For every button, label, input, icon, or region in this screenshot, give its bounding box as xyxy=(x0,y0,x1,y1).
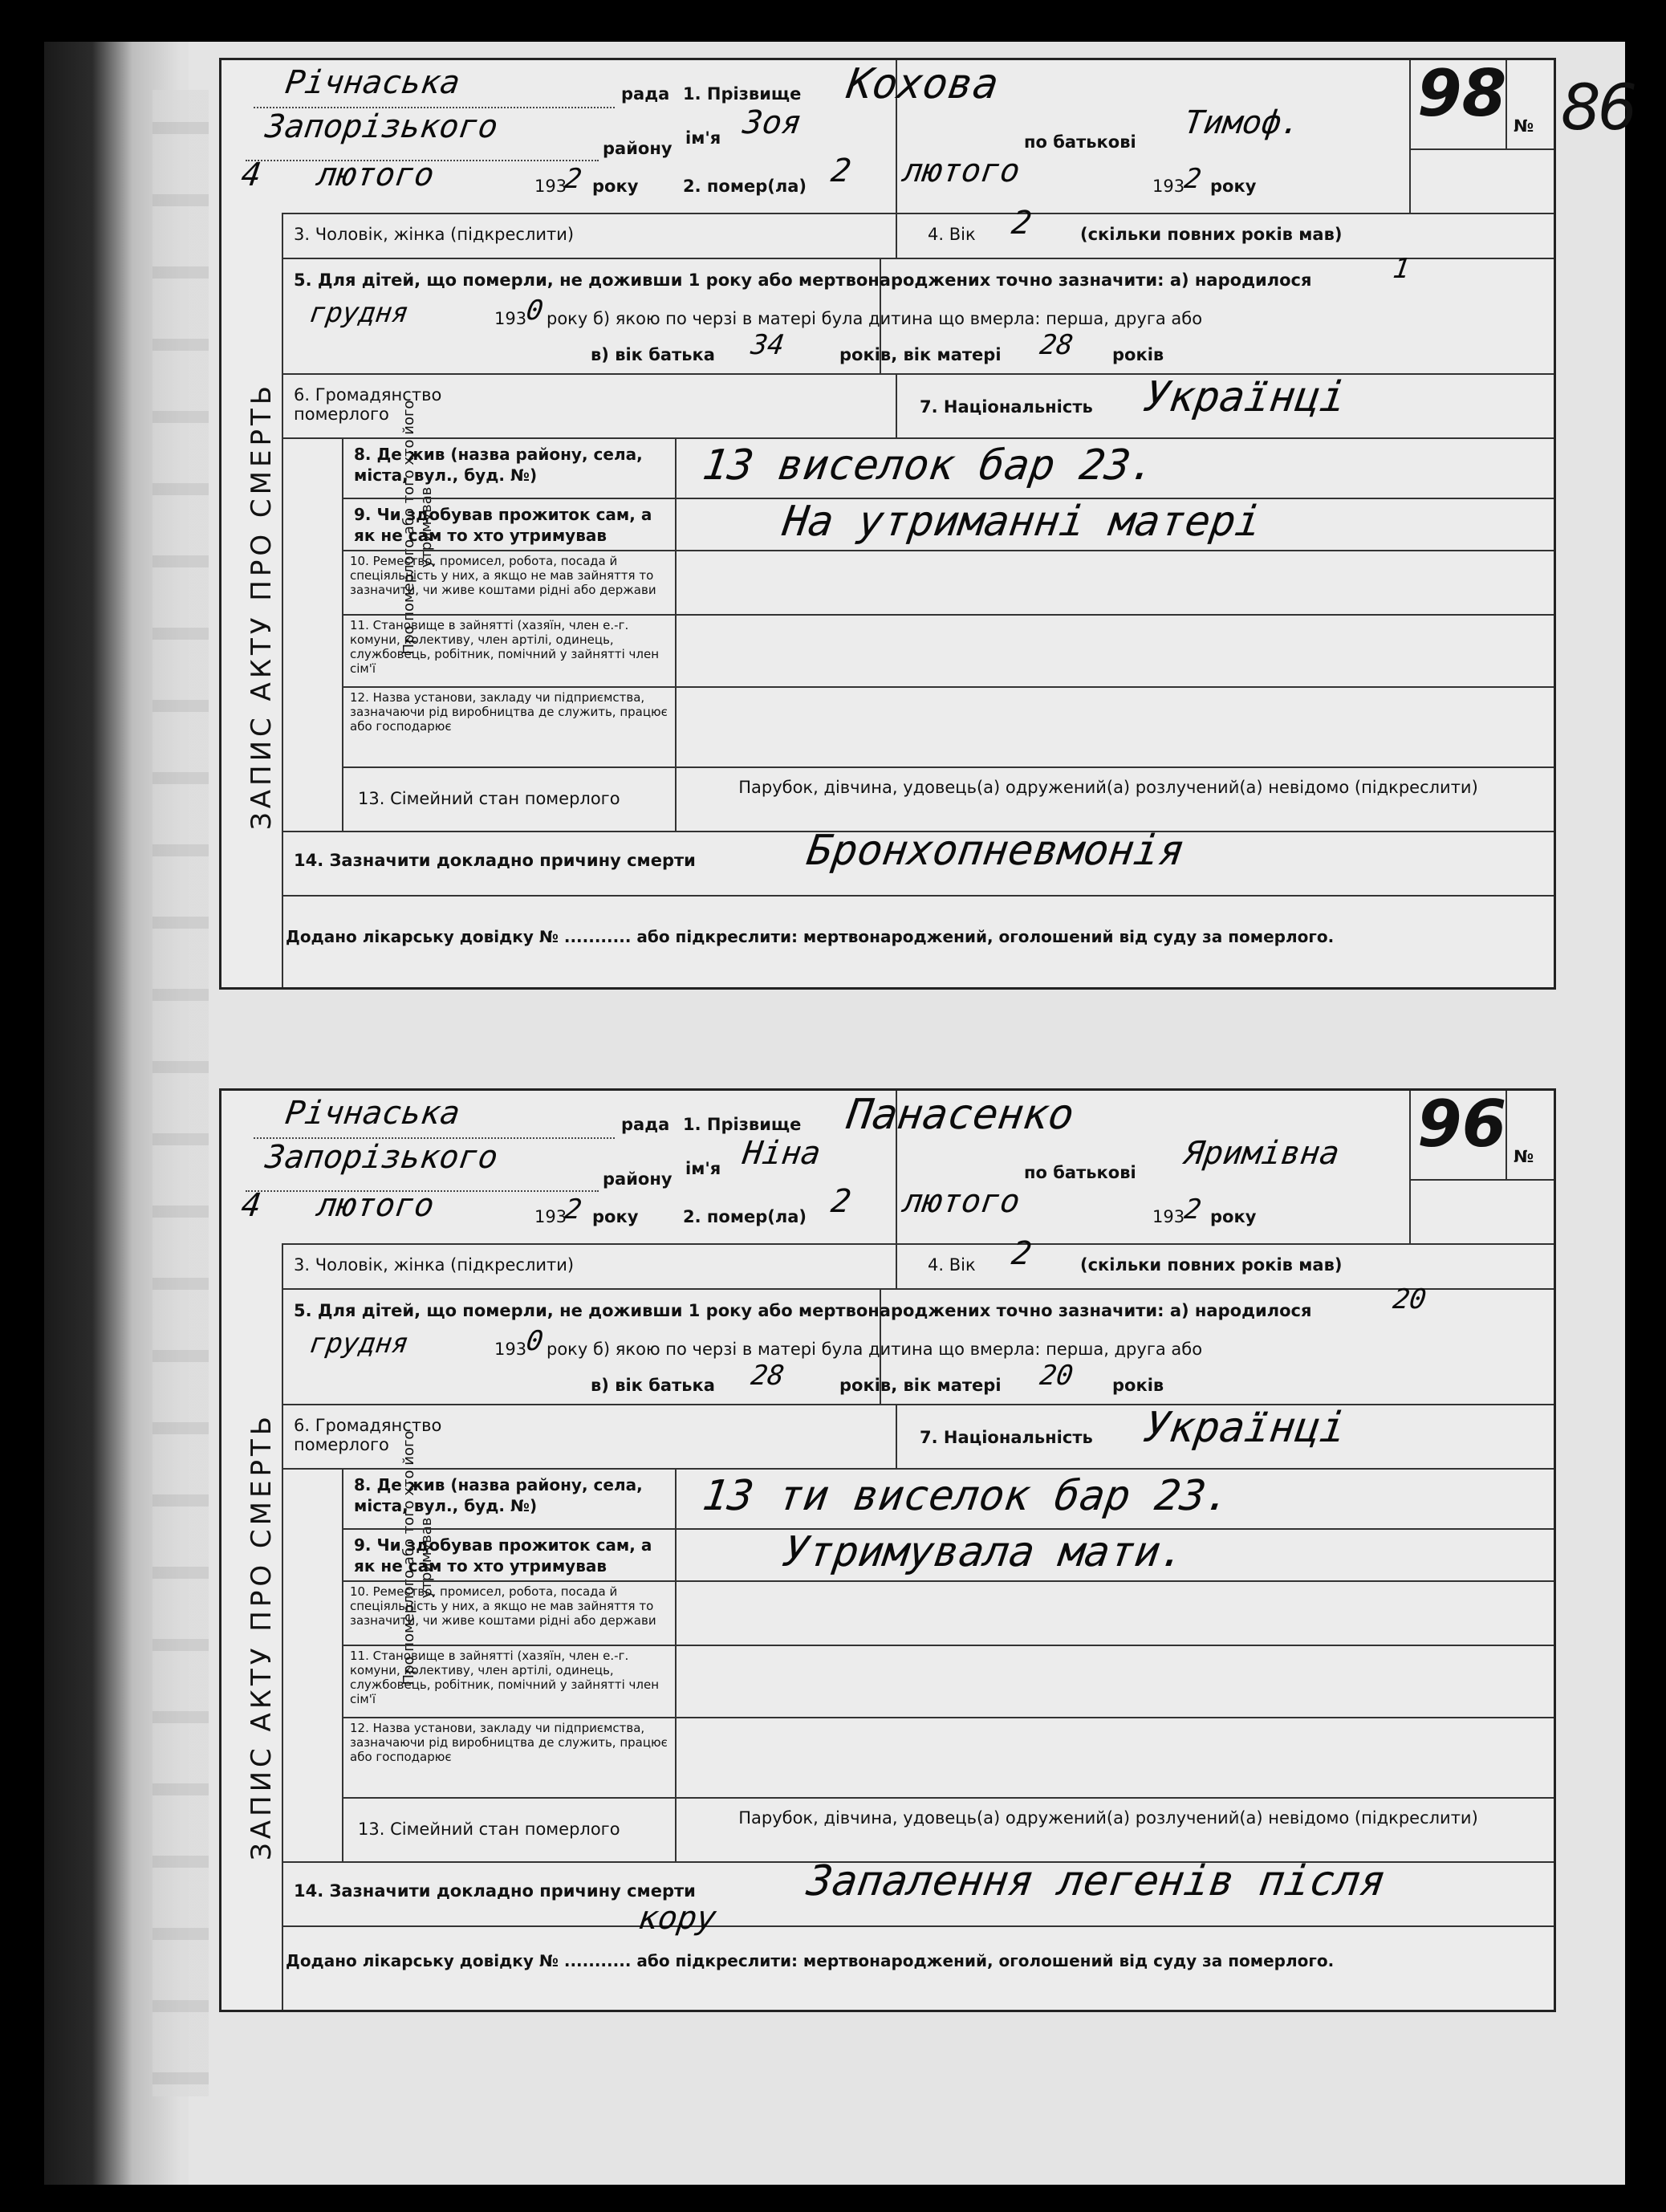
district-value: Запорізького xyxy=(262,1139,501,1176)
support-label: 9. Чи здобував прожиток сам, а як не сам то хто утримував xyxy=(354,505,652,545)
child-label: 5. Для дітей, що померли, не доживши 1 року або мертвонароджених точно зазначити: а) народилося xyxy=(294,270,1312,290)
child-order-label: року б) якою по черзі в матері була дитина що вмерла: перша, друга або xyxy=(547,1340,1203,1359)
birth-year-digit: 0 xyxy=(524,295,546,327)
side-title: ЗАПИС АКТУ ПРО СМЕРТЬ xyxy=(246,381,278,831)
reg-year-digit: 2 xyxy=(563,1193,584,1226)
question-10: 10. Ремество, промисел, робота, посада й спеціяльність у них, а якщо не мав зайняття то зазначити, чи живе коштами рідні або держави xyxy=(350,1584,656,1628)
question-12: 12. Назва установи, закладу чи підприємства, зазначаючи рід виробництва де служить, працює або господарює xyxy=(350,1721,668,1764)
record-number: 96 xyxy=(1417,1087,1507,1161)
support-value: На утриманні матері xyxy=(779,498,1265,546)
page-number: 86 xyxy=(1561,72,1635,144)
mother-age-label: років, вік матері xyxy=(839,345,1002,364)
nationality-label: 7. Національність xyxy=(920,1428,1093,1447)
birth-year-prefix: 193 xyxy=(494,309,527,328)
age-suffix: (скільки повних років мав) xyxy=(1080,1255,1343,1275)
age-label: 4. Вік xyxy=(928,225,976,244)
side-title-column xyxy=(221,1243,283,2010)
reg-year-prefix: 193 xyxy=(534,177,567,196)
nationality-label: 7. Національність xyxy=(920,397,1093,417)
death-record-form xyxy=(219,1088,1556,2012)
death-record-form xyxy=(219,58,1556,990)
council-label: рада xyxy=(621,84,670,104)
council-value: Річнаська xyxy=(282,1095,462,1132)
surname-value: Панасенко xyxy=(843,1091,1077,1139)
reg-year-prefix: 193 xyxy=(534,1207,567,1226)
record-footer: Додано лікарську довідку № ........... або підкреслити: мертвонароджений, оголошений від суду за померлого. xyxy=(286,1951,1335,1970)
age-label: 4. Вік xyxy=(928,1255,976,1275)
district-label: району xyxy=(603,139,672,158)
cause-value: Бронхопневмонія xyxy=(803,827,1188,875)
number-label: № xyxy=(1514,1147,1534,1166)
reg-year-label: року xyxy=(592,177,639,196)
torn-edge xyxy=(152,90,209,2096)
residence-label: 8. Де жив (назва району, села, міста, вул., буд. №) xyxy=(354,445,643,485)
death-year-digit: 2 xyxy=(1182,1193,1204,1226)
question-11: 11. Становище в зайнятті (хазяїн, член е.-г. комуни, колективу, член артілі, одинець, службовець, робітник, помічний у зайнятті член сім'ї xyxy=(350,1649,660,1706)
council-value: Річнаська xyxy=(282,64,462,101)
reg-year-label: року xyxy=(592,1207,639,1226)
residence-label: 8. Де жив (назва району, села, міста, вул., буд. №) xyxy=(354,1475,643,1515)
years-label: років xyxy=(1112,345,1164,364)
cause-value: Запалення легенів після xyxy=(803,1857,1389,1905)
patronymic-value: Тимоф. xyxy=(1181,104,1303,141)
birth-month: грудня xyxy=(307,297,411,329)
death-label: 2. помер(ла) xyxy=(683,177,807,196)
death-year-label: року xyxy=(1210,1207,1257,1226)
patronymic-value: Яримівна xyxy=(1181,1135,1342,1172)
district-label: району xyxy=(603,1169,672,1189)
district-value: Запорізького xyxy=(262,108,501,145)
death-day: 2 xyxy=(828,1183,854,1220)
death-month: лютого xyxy=(900,1183,1022,1220)
mother-age-label: років, вік матері xyxy=(839,1376,1002,1395)
surname-label: 1. Прізвище xyxy=(683,1115,802,1134)
father-age-label: в) вік батька xyxy=(591,1376,715,1395)
question-10: 10. Ремество, промисел, робота, посада й спеціяльність у них, а якщо не мав зайняття то зазначити, чи живе коштами рідні або держави xyxy=(350,554,656,597)
surname-value: Кохова xyxy=(843,60,1002,108)
marital-label: 13. Сімейний стан померлого xyxy=(358,789,620,808)
name-value: Зоя xyxy=(740,104,804,141)
record-number: 98 xyxy=(1417,56,1507,131)
cause-label: 14. Зазначити докладно причину смерти xyxy=(294,851,696,870)
side-subtitle: Про померлого або того хто його утримував xyxy=(400,1430,435,1685)
surname-label: 1. Прізвище xyxy=(683,84,802,104)
nationality-value: Українці xyxy=(1140,1404,1349,1452)
birth-day: 1 xyxy=(1391,253,1412,285)
child-order-label: року б) якою по черзі в матері була дитина що вмерла: перша, друга або xyxy=(547,309,1203,328)
cause-value-line2: кору xyxy=(636,1900,719,1937)
father-age: 28 xyxy=(749,1360,786,1392)
reg-day: 4 xyxy=(238,157,264,193)
mother-age: 28 xyxy=(1038,329,1075,361)
age-value: 2 xyxy=(1009,205,1034,242)
death-year-prefix: 193 xyxy=(1152,177,1185,196)
death-day: 2 xyxy=(828,152,854,189)
reg-month: лютого xyxy=(315,1187,437,1224)
birth-month: грудня xyxy=(307,1328,411,1360)
name-label: ім'я xyxy=(685,1159,721,1178)
birth-year-digit: 0 xyxy=(524,1325,546,1357)
council-label: рада xyxy=(621,1115,670,1134)
marital-options: Парубок, дівчина, удовець(а) одружений(а) розлучений(а) невідомо (підкреслити) xyxy=(738,1808,1478,1828)
patronymic-label: по батькові xyxy=(1024,132,1136,152)
sex-label: 3. Чоловік, жінка (підкреслити) xyxy=(294,1255,575,1275)
name-value: Ніна xyxy=(740,1135,823,1172)
age-suffix: (скільки повних років мав) xyxy=(1080,225,1343,244)
question-11: 11. Становище в зайнятті (хазяїн, член е.-г. комуни, колективу, член артілі, одинець, службовець, робітник, помічний у зайнятті член сім'ї xyxy=(350,618,660,676)
residence-value: 13 виселок бар 23. xyxy=(699,441,1159,490)
sex-label: 3. Чоловік, жінка (підкреслити) xyxy=(294,225,575,244)
child-label: 5. Для дітей, що померли, не доживши 1 року або мертвонароджених точно зазначити: а) народилося xyxy=(294,1301,1312,1320)
residence-value: 13 ти виселок бар 23. xyxy=(699,1472,1234,1520)
patronymic-label: по батькові xyxy=(1024,1163,1136,1182)
record-footer: Додано лікарську довідку № ........... або підкреслити: мертвонароджений, оголошений від суду за померлого. xyxy=(286,927,1335,946)
name-label: ім'я xyxy=(685,128,721,148)
support-label: 9. Чи здобував прожиток сам, а як не сам то хто утримував xyxy=(354,1535,652,1576)
reg-day: 4 xyxy=(238,1187,264,1224)
citizenship-label: 6. Громадянство померлого xyxy=(294,385,442,424)
question-12: 12. Назва установи, закладу чи підприємства, зазначаючи рід виробництва де служить, працює або господарює xyxy=(350,690,668,734)
reg-year-digit: 2 xyxy=(563,163,584,195)
marital-options: Парубок, дівчина, удовець(а) одружений(а) розлучений(а) невідомо (підкреслити) xyxy=(738,778,1478,797)
death-year-label: року xyxy=(1210,177,1257,196)
reg-month: лютого xyxy=(315,157,437,193)
birth-year-prefix: 193 xyxy=(494,1340,527,1359)
mother-age: 20 xyxy=(1038,1360,1075,1392)
father-age: 34 xyxy=(749,329,786,361)
birth-day: 20 xyxy=(1391,1283,1428,1315)
age-value: 2 xyxy=(1009,1235,1034,1272)
cause-label: 14. Зазначити докладно причину смерти xyxy=(294,1881,696,1901)
death-year-prefix: 193 xyxy=(1152,1207,1185,1226)
nationality-value: Українці xyxy=(1140,373,1349,421)
death-label: 2. помер(ла) xyxy=(683,1207,807,1226)
death-month: лютого xyxy=(900,152,1022,189)
death-year-digit: 2 xyxy=(1182,163,1204,195)
father-age-label: в) вік батька xyxy=(591,345,715,364)
marital-label: 13. Сімейний стан померлого xyxy=(358,1820,620,1839)
side-title-column xyxy=(221,213,283,987)
support-value: Утримувала мати. xyxy=(779,1528,1189,1576)
side-subtitle: Про померлого або того хто його утримував xyxy=(400,400,435,655)
years-label: років xyxy=(1112,1376,1164,1395)
number-label: № xyxy=(1514,116,1534,136)
side-title: ЗАПИС АКТУ ПРО СМЕРТЬ xyxy=(246,1412,278,1861)
citizenship-label: 6. Громадянство померлого xyxy=(294,1416,442,1454)
